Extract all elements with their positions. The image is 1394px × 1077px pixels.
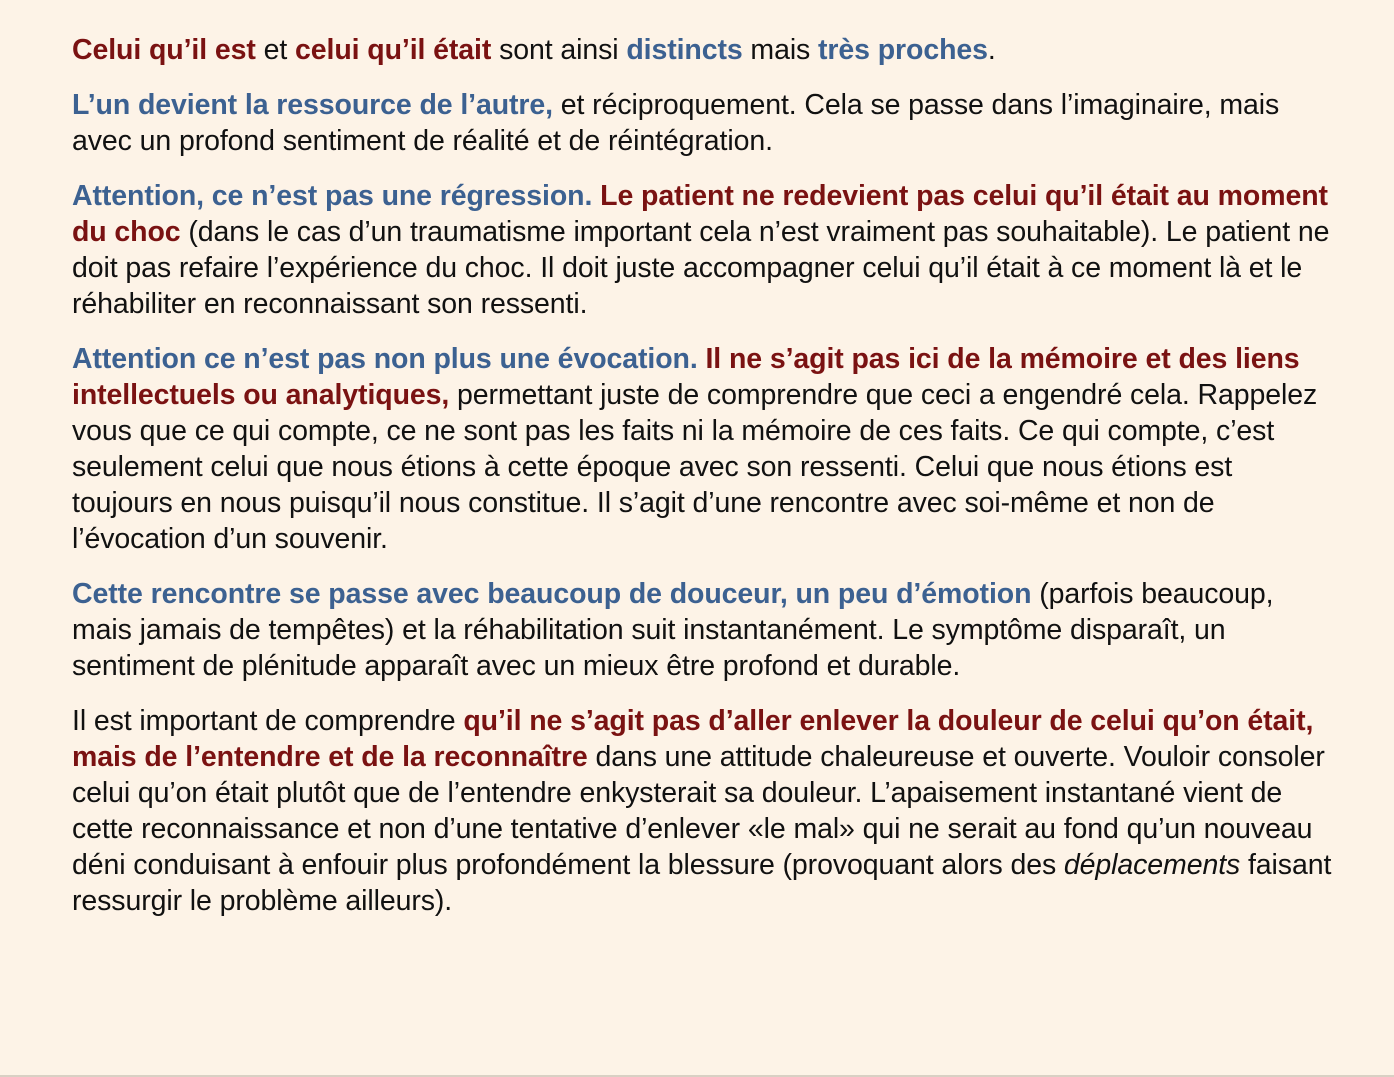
text-segment: mais bbox=[742, 34, 819, 66]
text-segment: qu’il ne s’agit pas d’aller enlever la douleur de celui qu’on était, mais de l’entendre et de la reconnaître bbox=[72, 705, 1314, 773]
text-segment: dans une attitude chaleureuse et ouverte. Vouloir consoler celui qu’on était plutôt que de l’entendre enkysterait sa douleur. L’apaisement instantané vient de cette reconnaissance et non d’une tentative d’enlever «le mal» qui ne serait au fond qu’un nouveau déni conduisant à enfouir plus profondément la blessure (provoquant alors des bbox=[72, 741, 1325, 881]
text-segment: Attention ce n’est pas non plus une évocation. bbox=[72, 343, 698, 375]
paragraph-5 bbox=[72, 576, 1332, 684]
paragraph-2 bbox=[72, 87, 1332, 159]
text-segment: sont ainsi bbox=[491, 34, 627, 66]
paragraph-1 bbox=[72, 32, 1332, 68]
text-segment: . bbox=[987, 34, 996, 66]
paragraph-6 bbox=[72, 703, 1332, 919]
text-segment: distincts bbox=[626, 34, 743, 66]
text-segment: (parfois beaucoup, mais jamais de tempêtes) et la réhabilitation suit instantanément. Le symptôme disparaît, un sentiment de plénitude apparaît avec un mieux être profond et durable. bbox=[72, 578, 1274, 682]
text-segment: Cette rencontre se passe avec beaucoup de douceur, un peu d’émotion bbox=[72, 578, 1032, 610]
text-segment: et bbox=[255, 34, 295, 66]
text-segment: Il ne s’agit pas ici de la mémoire et des liens intellectuels ou analytiques, bbox=[72, 343, 1300, 411]
text-segment: Le patient ne redevient pas celui qu’il était au moment du choc bbox=[72, 180, 1328, 248]
text-segment-italic: déplacements bbox=[1063, 849, 1241, 881]
text-segment: Il est important de comprendre bbox=[72, 705, 464, 737]
text-segment: Celui qu’il est bbox=[72, 34, 256, 66]
text-segment: faisant ressurgir le problème ailleurs). bbox=[72, 849, 1332, 917]
paragraph-4 bbox=[72, 341, 1332, 557]
text-segment: Attention, ce n’est pas une régression. bbox=[72, 180, 593, 212]
document-body bbox=[72, 32, 1332, 938]
text-segment: L’un devient la ressource de l’autre, bbox=[72, 89, 553, 121]
text-segment: (dans le cas d’un traumatisme important cela n’est vraiment pas souhaitable). Le patient ne doit pas refaire l’expérience du choc. Il doit juste accompagner celui qu’il était à ce moment là et le réhabiliter en reconnaissant son ressenti. bbox=[72, 216, 1330, 320]
text-segment: permettant juste de comprendre que ceci a engendré cela. Rappelez vous que ce qui compte, ce ne sont pas les faits ni la mémoire de ces faits. Ce qui compte, c’est seulement celui que nous étions à cette époque avec son ressenti. Celui que nous étions est toujours en nous puisqu’il nous constitue. Il s’agit d’une rencontre avec soi-même et non de l’évocation d’un souvenir. bbox=[72, 379, 1318, 555]
text-segment: très proches bbox=[818, 34, 988, 66]
text-segment bbox=[592, 180, 600, 212]
paragraph-3 bbox=[72, 178, 1332, 322]
text-segment: et réciproquement. Cela se passe dans l’imaginaire, mais avec un profond sentiment de réalité et de réintégration. bbox=[72, 89, 1280, 157]
text-segment: celui qu’il était bbox=[295, 34, 492, 66]
